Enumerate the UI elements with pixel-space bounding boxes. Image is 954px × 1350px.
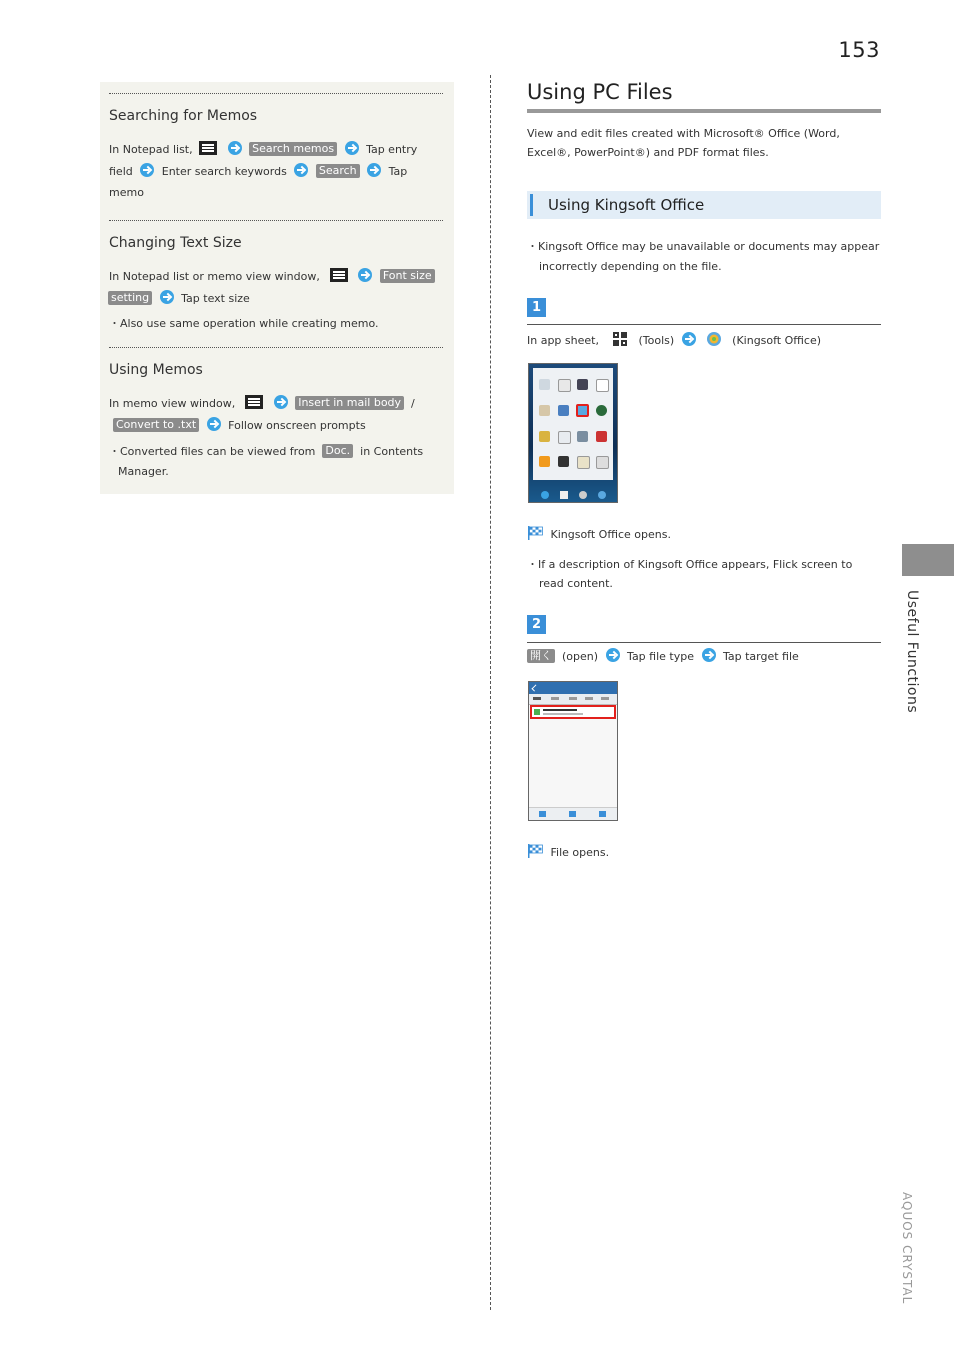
arrow-right-icon <box>682 332 696 346</box>
section-title-text-size: Changing Text Size <box>109 235 242 251</box>
chapter-label: Useful Functions <box>904 590 920 714</box>
app-icon <box>539 379 550 390</box>
title-underline <box>527 109 881 113</box>
searching-line-3: memo <box>109 186 144 199</box>
chapter-tab <box>902 544 954 576</box>
searching-line-2 <box>109 161 407 183</box>
text: Tap <box>388 165 408 178</box>
step-2-instruction <box>527 648 799 666</box>
using-note-line-1 <box>109 442 423 462</box>
tools-folder <box>533 368 613 480</box>
using-line-2 <box>109 415 366 437</box>
step-2-badge: 2 <box>527 615 546 634</box>
file-type-tabs <box>529 694 617 705</box>
menu-icon <box>330 268 348 282</box>
text: Tap target file <box>723 650 799 663</box>
file-list-screenshot <box>528 681 618 821</box>
text: in Contents <box>360 445 424 458</box>
text: In Notepad list or memo view window, <box>109 270 320 283</box>
app-icon <box>577 379 588 390</box>
text-size-note: ・Also use same operation while creating memo. <box>109 317 379 330</box>
search-memos-chip: Search memos <box>249 142 337 156</box>
arrow-right-icon <box>160 290 174 304</box>
text: / <box>411 397 415 410</box>
app-icon <box>539 405 550 416</box>
app-icon <box>539 431 550 442</box>
spreadsheet-file-icon <box>534 709 540 715</box>
mail-icon <box>560 491 568 499</box>
memo-tips-panel <box>100 82 454 494</box>
arrow-right-icon <box>294 163 308 177</box>
text: (open) <box>562 650 599 663</box>
subsection-accent <box>530 194 533 216</box>
phone-icon <box>541 491 549 499</box>
app-icon <box>558 431 571 444</box>
dotted-divider <box>109 347 443 348</box>
column-divider <box>490 75 491 1310</box>
checkered-flag-icon <box>527 844 543 858</box>
text: (Tools) <box>638 334 675 347</box>
arrow-right-icon <box>702 648 716 662</box>
text: Tap entry <box>366 143 418 156</box>
toolbar-icon <box>569 811 576 817</box>
text: Tap text size <box>181 292 250 305</box>
text: In Notepad list, <box>109 143 193 156</box>
arrow-right-icon <box>207 417 221 431</box>
step-2-result <box>527 844 609 862</box>
text: In memo view window, <box>109 397 236 410</box>
app-icon <box>577 456 590 469</box>
app-icon <box>596 456 609 469</box>
page-number: 153 <box>838 38 880 62</box>
text: field <box>109 165 133 178</box>
arrow-right-icon <box>367 163 381 177</box>
menu-icon <box>199 141 217 155</box>
using-note-line-2: Manager. <box>118 465 169 478</box>
convert-to-txt-chip: Convert to .txt <box>113 418 199 432</box>
section-title-searching: Searching for Memos <box>109 108 258 124</box>
font-size-setting-chip-cont: setting <box>108 291 152 305</box>
dock <box>529 488 617 502</box>
insert-in-mail-body-chip: Insert in mail body <box>295 396 404 410</box>
note-line: incorrectly depending on the file. <box>539 260 722 273</box>
text: In app sheet, <box>527 334 599 347</box>
file-name <box>543 709 577 711</box>
text: Follow onscreen prompts <box>228 419 366 432</box>
arrow-right-icon <box>606 648 620 662</box>
app-sheet-screenshot <box>528 363 618 503</box>
checkered-flag-icon <box>527 526 543 540</box>
file-meta <box>543 713 583 715</box>
step-1-note <box>527 555 852 593</box>
text-size-line-2 <box>109 288 250 310</box>
bottom-toolbar <box>529 807 617 820</box>
app-icon <box>558 379 571 392</box>
open-chip: 開く <box>527 649 555 663</box>
note-line: read content. <box>539 577 613 590</box>
using-line-1 <box>109 393 415 415</box>
tab <box>601 697 609 700</box>
section-title-using-memos: Using Memos <box>109 362 203 378</box>
tab <box>585 697 593 700</box>
page-title: Using PC Files <box>527 80 673 104</box>
arrow-right-icon <box>345 141 359 155</box>
dotted-divider <box>109 220 443 221</box>
text: Kingsoft Office opens. <box>550 528 671 541</box>
dotted-divider <box>109 93 443 94</box>
text: Tap file type <box>627 650 694 663</box>
note-line: ・Kingsoft Office may be unavailable or documents may appear <box>527 240 880 253</box>
step-1-instruction <box>527 331 821 350</box>
browser-icon <box>598 491 606 499</box>
text-size-line-1 <box>109 266 435 288</box>
app-icon <box>558 405 569 416</box>
app-title-bar <box>529 682 617 694</box>
app-icon <box>596 431 607 442</box>
app-icon <box>577 431 588 442</box>
kingsoft-office-highlight <box>576 404 589 417</box>
intro-text <box>527 124 881 162</box>
text: Enter search keywords <box>161 165 287 178</box>
toolbar-icon <box>599 811 606 817</box>
tab <box>533 697 541 700</box>
toolbar-icon <box>539 811 546 817</box>
text: File opens. <box>550 846 610 859</box>
app-icon <box>558 456 569 467</box>
kingsoft-note <box>527 237 879 277</box>
menu-icon <box>245 395 263 409</box>
note-line: ・If a description of Kingsoft Office appears, Flick screen to <box>527 558 853 571</box>
subsection-header <box>527 191 881 219</box>
step-rule <box>527 324 881 325</box>
text: ・Converted files can be viewed from <box>109 445 316 458</box>
tab <box>551 697 559 700</box>
back-icon <box>531 684 538 691</box>
searching-line-1 <box>109 139 417 161</box>
arrow-right-icon <box>274 395 288 409</box>
subsection-title: Using Kingsoft Office <box>548 196 705 214</box>
text: (Kingsoft Office) <box>732 334 822 347</box>
arrow-right-icon <box>358 268 372 282</box>
tab <box>569 697 577 700</box>
intro-line: Excel®, PowerPoint®) and PDF format files. <box>527 146 769 159</box>
brand-label: AQUOS CRYSTAL <box>900 1192 914 1305</box>
doc-chip: Doc. <box>322 444 353 458</box>
app-icon <box>596 405 607 416</box>
step-rule <box>527 642 881 643</box>
camera-icon <box>579 491 587 499</box>
app-icon <box>596 379 609 392</box>
arrow-right-icon <box>140 163 154 177</box>
arrow-right-icon <box>228 141 242 155</box>
step-1-badge: 1 <box>527 298 546 317</box>
intro-line: View and edit files created with Microsoft® Office (Word, <box>527 127 840 140</box>
app-icon <box>539 456 550 467</box>
search-chip: Search <box>316 164 360 178</box>
font-size-setting-chip: Font size <box>380 269 435 283</box>
step-1-result <box>527 526 671 544</box>
kingsoft-office-icon <box>706 331 722 347</box>
tools-grid-icon <box>612 331 628 347</box>
target-file-row-highlight <box>530 705 616 719</box>
